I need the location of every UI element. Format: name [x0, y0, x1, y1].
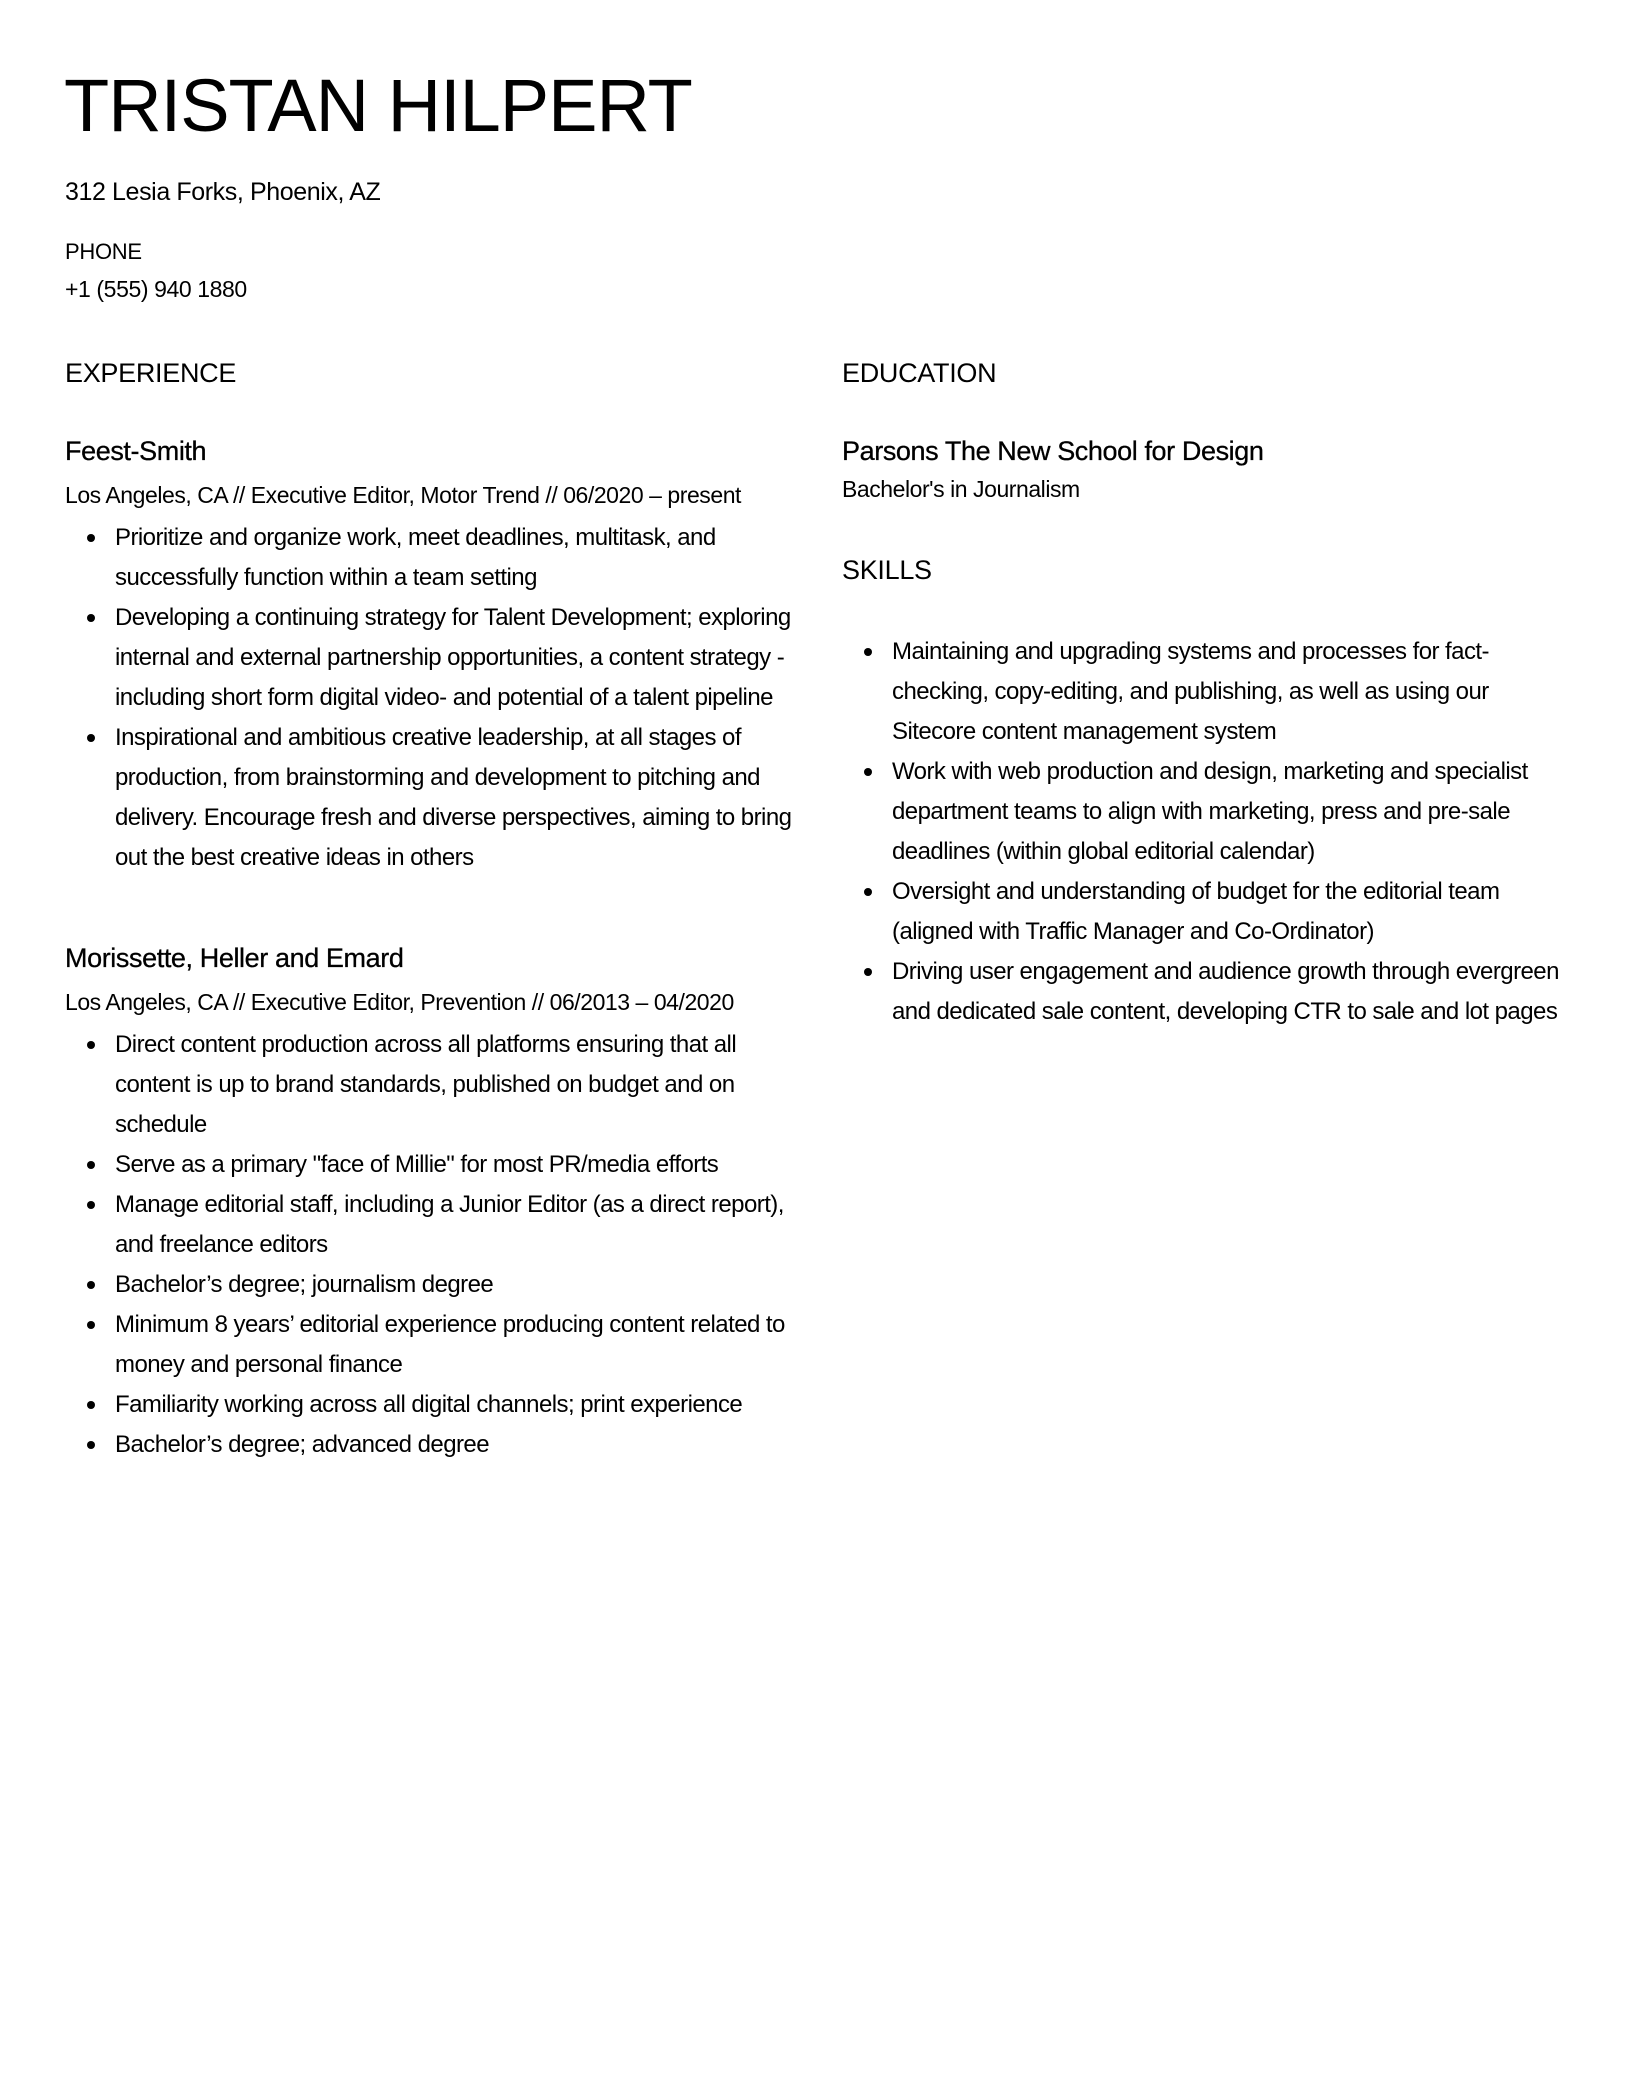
- bullet-icon: [87, 614, 95, 622]
- experience-section: [65, 355, 793, 1465]
- bullet-text: Familiarity working across all digital channels; print experience: [115, 1391, 743, 1418]
- skills-heading: SKILLS: [842, 555, 932, 585]
- education-heading: EDUCATION: [842, 358, 997, 388]
- bullet-text: Direct content production across all platforms ensuring that all content is up to brand standards, published on budget and on schedule: [115, 1031, 737, 1138]
- list-item: [892, 872, 1570, 952]
- bullet-icon: [87, 734, 95, 742]
- experience-heading: EXPERIENCE: [65, 358, 237, 388]
- list-item: [115, 518, 793, 598]
- bullet-text: Oversight and understanding of budget for the editorial team (aligned with Traffic Manager and Co-Ordinator): [892, 878, 1500, 945]
- job-company: Feest-Smith: [65, 436, 207, 466]
- skills-list: [842, 632, 1570, 1032]
- job-company: Morissette, Heller and Emard: [65, 943, 404, 973]
- job-bullets: [65, 518, 793, 878]
- bullet-text: Maintaining and upgrading systems and processes for fact-checking, copy-editing, and publishing, as well as using our Sitecore content management system: [892, 638, 1489, 745]
- bullet-icon: [864, 888, 872, 896]
- bullet-text: Prioritize and organize work, meet deadlines, multitask, and successfully function within a team setting: [115, 524, 716, 591]
- list-item: [892, 752, 1570, 872]
- job-entry: [65, 433, 793, 878]
- bullet-text: Developing a continuing strategy for Talent Development; exploring internal and external partnership opportunities, a content strategy - including short form digital video- and potential of a talent pipeline: [115, 604, 791, 711]
- bullet-icon: [87, 1401, 95, 1409]
- bullet-text: Serve as a primary "face of Millie" for most PR/media efforts: [115, 1151, 719, 1178]
- candidate-name: TRISTAN HILPERT: [64, 64, 692, 147]
- skills-section: [842, 552, 1570, 1032]
- list-item: [115, 1265, 793, 1305]
- bullet-text: Minimum 8 years’ editorial experience producing content related to money and personal finance: [115, 1311, 785, 1378]
- bullet-icon: [87, 1041, 95, 1049]
- list-item: [115, 1425, 793, 1465]
- bullet-text: Work with web production and design, marketing and specialist department teams to align with marketing, press and pre-sale deadlines (within global editorial calendar): [892, 758, 1528, 865]
- list-item: [115, 1025, 793, 1145]
- bullet-text: Driving user engagement and audience growth through evergreen and dedicated sale content, developing CTR to sale and lot pages: [892, 958, 1559, 1025]
- bullet-icon: [87, 1321, 95, 1329]
- bullet-icon: [87, 1201, 95, 1209]
- job-bullets: [65, 1025, 793, 1465]
- bullet-icon: [87, 1281, 95, 1289]
- address: 312 Lesia Forks, Phoenix, AZ: [65, 178, 381, 206]
- job-meta: Los Angeles, CA // Executive Editor, Motor Trend // 06/2020 – present: [65, 482, 741, 508]
- bullet-icon: [87, 534, 95, 542]
- list-item: [892, 952, 1570, 1032]
- phone-number: +1 (555) 940 1880: [65, 276, 247, 302]
- bullet-icon: [864, 968, 872, 976]
- job-entry: [65, 940, 793, 1465]
- bullet-text: Bachelor’s degree; journalism degree: [115, 1271, 494, 1298]
- list-item: [115, 598, 793, 718]
- list-item: [115, 1145, 793, 1185]
- right-column: [842, 355, 1570, 1032]
- list-item: [892, 632, 1570, 752]
- bullet-text: Bachelor’s degree; advanced degree: [115, 1431, 490, 1458]
- job-meta: Los Angeles, CA // Executive Editor, Prevention // 06/2013 – 04/2020: [65, 989, 734, 1015]
- phone-label: PHONE: [65, 239, 142, 264]
- list-item: [115, 1385, 793, 1425]
- education-entry: [842, 433, 1570, 510]
- school-name: Parsons The New School for Design: [842, 436, 1264, 466]
- list-item: [115, 718, 793, 878]
- bullet-icon: [864, 648, 872, 656]
- bullet-icon: [87, 1441, 95, 1449]
- list-item: [115, 1185, 793, 1265]
- list-item: [115, 1305, 793, 1385]
- bullet-icon: [864, 768, 872, 776]
- degree: Bachelor's in Journalism: [842, 476, 1080, 502]
- bullet-icon: [87, 1161, 95, 1169]
- bullet-text: Manage editorial staff, including a Junior Editor (as a direct report), and freelance editors: [115, 1191, 784, 1258]
- bullet-text: Inspirational and ambitious creative leadership, at all stages of production, from brainstorming and development to pitching and delivery. Encourage fresh and diverse perspectives, aiming to bring out the best creative ideas in others: [115, 724, 792, 871]
